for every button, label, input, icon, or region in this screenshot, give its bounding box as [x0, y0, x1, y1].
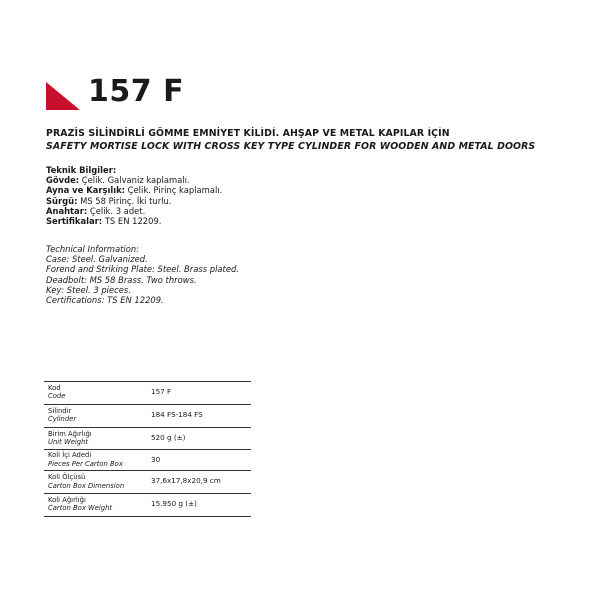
- spec-key: Ayna ve Karşılık:: [46, 185, 126, 196]
- row-label: [44, 471, 147, 494]
- technical-specs-tr: [46, 165, 222, 226]
- product-info-table: [44, 381, 251, 517]
- label-tr: Koli Ağırlığı: [48, 496, 86, 505]
- row-label: [44, 382, 147, 405]
- row-value: 37,6x17,8x20,9 cm: [151, 476, 221, 486]
- model-number: 157 F: [88, 74, 185, 109]
- row-value: 157 F: [151, 387, 172, 396]
- row-value: 30: [151, 455, 161, 465]
- technical-specs-en: [46, 244, 239, 305]
- spec-key: Anahtar:: [46, 205, 88, 216]
- row-label: [44, 494, 147, 517]
- spec-key: Forend and Striking Plate:: [46, 264, 155, 275]
- spec-key: Deadbolt:: [46, 274, 87, 285]
- label-tr: Kod: [48, 384, 61, 392]
- spec-value: Çelik. Pirinç kaplamalı.: [125, 185, 223, 196]
- product-heading-en: SAFETY MORTISE LOCK WITH CROSS KEY TYPE CYLINDER FOR WOODEN AND METAL DOORS: [46, 141, 536, 152]
- label-en: Carton Box Dimension: [48, 481, 125, 490]
- spec-value: Çelik. Galvaniz kaplamalı.: [79, 175, 190, 186]
- spec-line: [46, 295, 239, 305]
- spec-line: [46, 196, 222, 206]
- spec-value: Steel. Brass plated.: [154, 264, 239, 275]
- specs-title-en: Technical Information:: [46, 244, 139, 254]
- spec-line: [46, 175, 222, 185]
- row-label: [44, 427, 147, 450]
- spec-key: Sürgü:: [46, 195, 78, 206]
- specs-title-tr: Teknik Bilgiler:: [46, 165, 117, 175]
- spec-key: Case:: [46, 254, 70, 265]
- row-value: 184 FS-184 FS: [151, 409, 203, 419]
- spec-key: Sertifikalar:: [46, 216, 103, 227]
- label-en: Unit Weight: [48, 438, 89, 447]
- table-row: [44, 494, 251, 517]
- spec-value: TS EN 12209.: [102, 216, 162, 227]
- table-row: [44, 404, 251, 427]
- spec-value: Çelik. 3 adet.: [87, 205, 146, 216]
- spec-key: Gövde:: [46, 175, 80, 186]
- table-row: [44, 471, 251, 494]
- spec-key: Certifications:: [46, 295, 105, 306]
- red-triangle-icon: [46, 82, 80, 110]
- spec-value: TS EN 12209.: [104, 295, 164, 306]
- spec-line: [46, 254, 239, 264]
- spec-value: MS 58 Brass. Two throws.: [86, 274, 197, 285]
- table-row: [44, 427, 251, 450]
- spec-line: [46, 206, 222, 216]
- label-tr: Koli Ölçüsü: [48, 473, 86, 482]
- spec-line: [46, 275, 239, 285]
- label-en: Carton Box Weight: [48, 504, 113, 513]
- label-tr: Koli İçi Adedi: [48, 451, 92, 460]
- label-tr: Birim Ağırlığı: [48, 429, 92, 438]
- label-en: Pieces Per Carton Box: [48, 459, 123, 468]
- table-row: [44, 450, 251, 471]
- spec-line: [46, 216, 222, 226]
- row-value: 15.950 g (±): [151, 499, 197, 509]
- spec-line: [46, 185, 222, 195]
- label-tr: Silindir: [48, 406, 72, 415]
- spec-line: [46, 285, 239, 295]
- spec-line: [46, 264, 239, 274]
- row-label: [44, 404, 147, 427]
- label-en: Code: [48, 392, 66, 401]
- product-heading-tr: PRAZİS SİLİNDİRLİ GÖMME EMNİYET KİLİDİ. AHŞAP VE METAL KAPILAR İÇİN: [46, 128, 450, 139]
- spec-value: Steel. 3 pieces.: [64, 284, 131, 295]
- spec-key: Key:: [46, 284, 65, 295]
- row-label: [44, 450, 147, 471]
- label-en: Cylinder: [48, 415, 77, 424]
- spec-value: Steel. Galvanized.: [69, 254, 148, 265]
- row-value: 520 g (±): [151, 432, 186, 442]
- table-row: [44, 382, 251, 405]
- spec-value: MS 58 Pirinç. İki turlu.: [77, 195, 172, 206]
